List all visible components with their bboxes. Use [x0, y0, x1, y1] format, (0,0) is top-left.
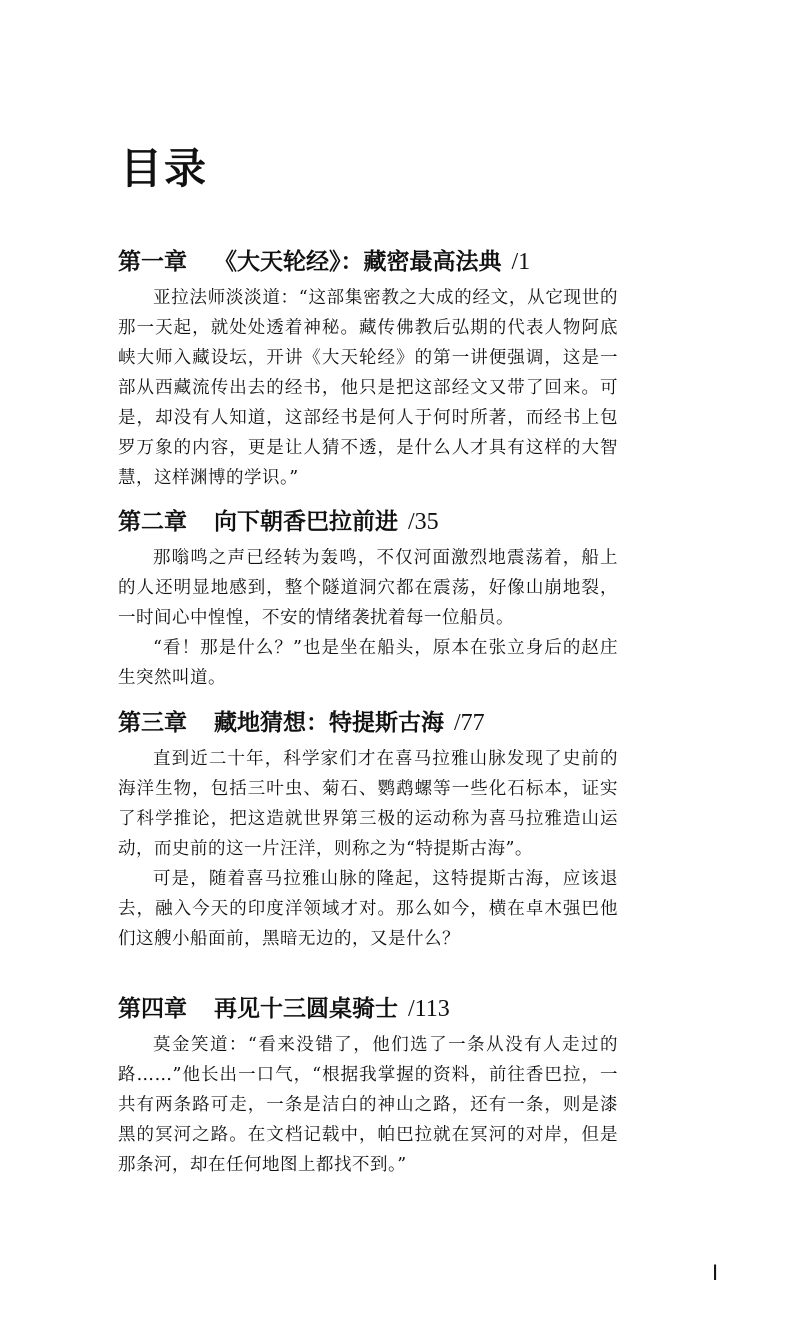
chapter-title: 向下朝香巴拉前进 — [214, 509, 398, 535]
chapter-label: 第三章 — [118, 710, 187, 736]
chapter-heading[interactable] — [118, 247, 618, 277]
chapter-title: 《大天轮经》：藏密最高法典 — [214, 249, 502, 275]
chapter-page-number: /77 — [454, 710, 485, 736]
chapter-title: 再见十三圆桌骑士 — [214, 996, 398, 1022]
chapter-excerpt: 亚拉法师淡淡道：“这部集密教之大成的经文，从它现世的那一天起，就处处透着神秘。藏传佛教后弘期的代表人物阿底峡大师入藏设坛，开讲《大天轮经》的第一讲便强调，这是一部从西藏流传出去的经书，他只是把这部经文又带了回来。可是，却没有人知道，这部经书是何人于何时所著，而经书上包罗万象的内容，更是让人猜不透，是什么人才具有这样的大智慧，这样渊博的学识。” — [118, 288, 618, 488]
chapter-excerpt: 可是，随着喜马拉雅山脉的隆起，这特提斯古海，应该退去，融入今天的印度洋领域才对。那么如今，横在卓木强巴他们这艘小船面前，黑暗无边的，又是什么？ — [118, 869, 618, 949]
chapter-label: 第二章 — [118, 509, 187, 535]
chapter-heading[interactable] — [118, 708, 618, 738]
chapter-heading[interactable] — [118, 507, 618, 537]
chapter-heading[interactable] — [118, 994, 618, 1024]
chapter-excerpt: 直到近二十年，科学家们才在喜马拉雅山脉发现了史前的海洋生物，包括三叶虫、菊石、鹦鹉螺等一些化石标本，证实了科学推论，把这造就世界第三极的运动称为喜马拉雅造山运动，而史前的这一片汪洋，则称之为“特提斯古海”。 — [118, 749, 618, 859]
chapter-entry-3 — [118, 708, 618, 954]
chapter-label: 第四章 — [118, 996, 187, 1022]
chapter-excerpt: 莫金笑道：“看来没错了，他们选了一条从没有人走过的路……”他长出一口气，“根据我掌握的资料，前往香巴拉，一共有两条路可走，一条是洁白的神山之路，还有一条，则是漆黑的冥河之路。在文档记载中，帕巴拉就在冥河的对岸，但是那条河，却在任何地图上都找不到。” — [118, 1035, 618, 1175]
chapter-excerpt: “看！那是什么？”也是坐在船头，原本在张立身后的赵庄生突然叫道。 — [118, 638, 618, 688]
chapter-page-number: /113 — [408, 996, 450, 1022]
chapter-label: 第一章 — [118, 249, 187, 275]
chapter-page-number: /1 — [511, 249, 531, 275]
chapter-excerpt: 那嗡鸣之声已经转为轰鸣，不仅河面激烈地震荡着，船上的人还明显地感到，整个隧道洞穴都在震荡，好像山崩地裂，一时间心中惶惶，不安的情绪袭扰着每一位船员。 — [118, 548, 618, 628]
chapter-title: 藏地猜想：特提斯古海 — [214, 710, 444, 736]
page-folio-number: I — [712, 1260, 719, 1285]
chapter-entry-2 — [118, 507, 618, 693]
chapter-page-number: /35 — [408, 509, 439, 535]
page-title: 目录 — [120, 144, 209, 193]
chapter-entry-4 — [118, 994, 618, 1180]
chapter-entry-1 — [118, 247, 618, 493]
